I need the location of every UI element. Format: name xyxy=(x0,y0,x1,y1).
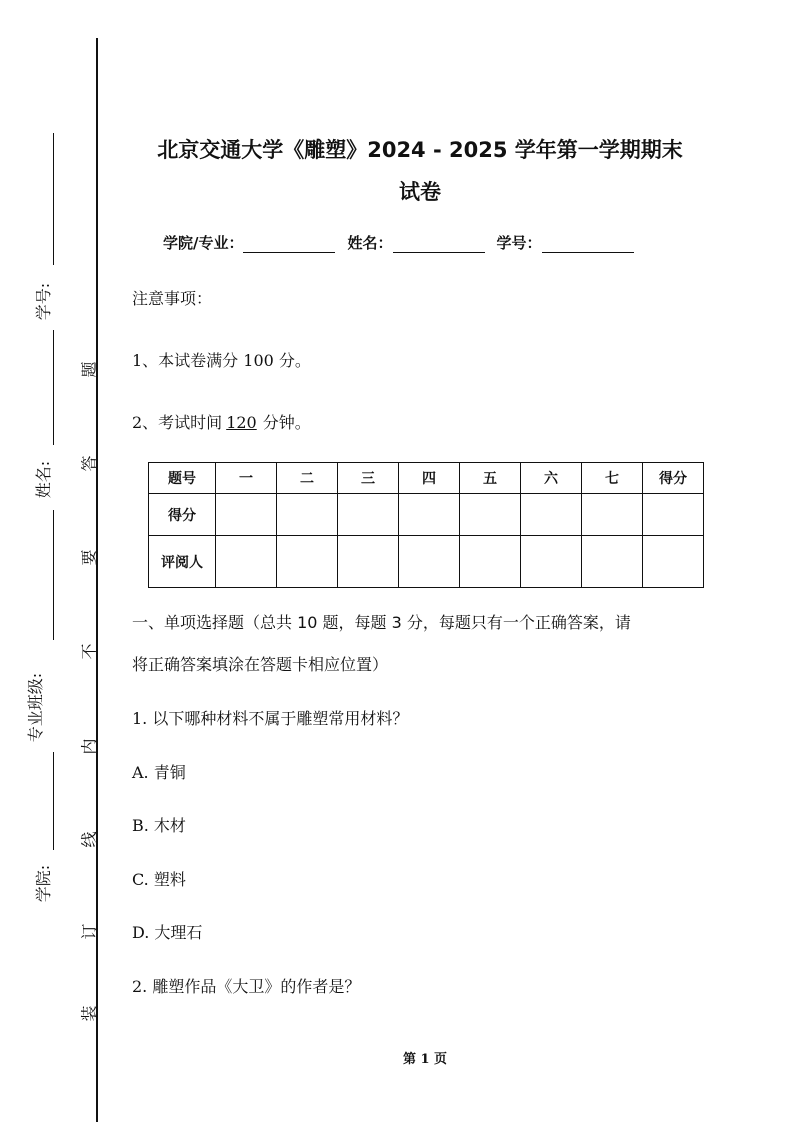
header-cell: 四 xyxy=(399,463,460,494)
grader-cell[interactable] xyxy=(399,536,460,588)
exam-title-cont: 试卷 xyxy=(399,180,441,204)
page-number: 第 1 页 xyxy=(402,1052,448,1067)
score-cell[interactable] xyxy=(521,494,582,536)
score-cell[interactable] xyxy=(460,494,521,536)
table-row xyxy=(149,494,704,536)
score-cell[interactable] xyxy=(643,494,704,536)
option-d[interactable]: D. 大理石 xyxy=(132,923,203,942)
seal-char: 要 xyxy=(79,549,99,566)
option-c[interactable]: C. 塑料 xyxy=(132,870,186,889)
option-b[interactable]: B. 木材 xyxy=(132,816,186,835)
header-cell: 题号 xyxy=(149,463,216,494)
name-blank xyxy=(53,330,54,445)
exam-duration: 120 xyxy=(226,413,257,432)
student-info-line xyxy=(163,232,646,253)
note-item xyxy=(132,410,311,433)
seal-char: 订 xyxy=(79,923,99,940)
name-label: 姓名： xyxy=(347,234,393,252)
class-label: 专业班级: xyxy=(26,672,46,743)
grader-cell[interactable] xyxy=(460,536,521,588)
score-cell[interactable] xyxy=(216,494,277,536)
question-stem: 1. 以下哪种材料不属于雕塑常用材料？ xyxy=(132,709,409,728)
header-cell: 七 xyxy=(582,463,643,494)
note-text: 分钟。 xyxy=(262,413,311,432)
header-cell: 三 xyxy=(338,463,399,494)
header-cell: 得分 xyxy=(643,463,704,494)
class-blank xyxy=(53,510,54,640)
table-header-row xyxy=(149,463,704,494)
notes-heading: 注意事项： xyxy=(132,289,213,308)
table-row xyxy=(149,536,704,588)
score-cell[interactable] xyxy=(582,494,643,536)
option-a[interactable]: A. 青铜 xyxy=(132,763,186,782)
section-heading-cont: 将正确答案填涂在答题卡相应位置） xyxy=(132,655,389,674)
grader-cell[interactable] xyxy=(582,536,643,588)
student-id-blank xyxy=(53,133,54,265)
score-table xyxy=(148,462,704,588)
seal-char: 线 xyxy=(79,831,99,848)
seal-char: 题 xyxy=(79,361,99,378)
header-cell: 六 xyxy=(521,463,582,494)
college-major-label: 学院/专业： xyxy=(163,234,244,252)
seal-char: 不 xyxy=(79,643,99,660)
section-heading: 一、单项选择题（总共 10 题，每题 3 分，每题只有一个正确答案，请 xyxy=(132,613,631,632)
note-item: 1、本试卷满分 100 分。 xyxy=(132,351,311,370)
college-blank xyxy=(53,752,54,850)
grader-cell[interactable] xyxy=(643,536,704,588)
row-label: 评阅人 xyxy=(149,536,216,588)
student-id-label: 学号: xyxy=(34,282,54,321)
student-id-field[interactable] xyxy=(542,238,634,253)
score-cell[interactable] xyxy=(338,494,399,536)
college-label: 学院: xyxy=(34,864,54,903)
grader-cell[interactable] xyxy=(216,536,277,588)
student-id-label: 学号： xyxy=(496,234,542,252)
college-major-field[interactable] xyxy=(243,238,335,253)
score-cell[interactable] xyxy=(399,494,460,536)
score-cell[interactable] xyxy=(277,494,338,536)
row-label: 得分 xyxy=(149,494,216,536)
grader-cell[interactable] xyxy=(277,536,338,588)
header-cell: 一 xyxy=(216,463,277,494)
name-field[interactable] xyxy=(393,238,485,253)
seal-char: 装 xyxy=(79,1005,99,1022)
grader-cell[interactable] xyxy=(521,536,582,588)
name-label: 姓名: xyxy=(34,460,54,499)
question-stem: 2. 雕塑作品《大卫》的作者是？ xyxy=(132,977,361,996)
note-text: 2、考试时间 xyxy=(132,413,223,432)
header-cell: 二 xyxy=(277,463,338,494)
binding-line xyxy=(96,38,98,1122)
header-cell: 五 xyxy=(460,463,521,494)
grader-cell[interactable] xyxy=(338,536,399,588)
seal-char: 答 xyxy=(79,455,99,472)
exam-title: 北京交通大学《雕塑》2024 - 2025 学年第一学期期末 xyxy=(157,138,683,162)
seal-char: 内 xyxy=(79,738,99,755)
